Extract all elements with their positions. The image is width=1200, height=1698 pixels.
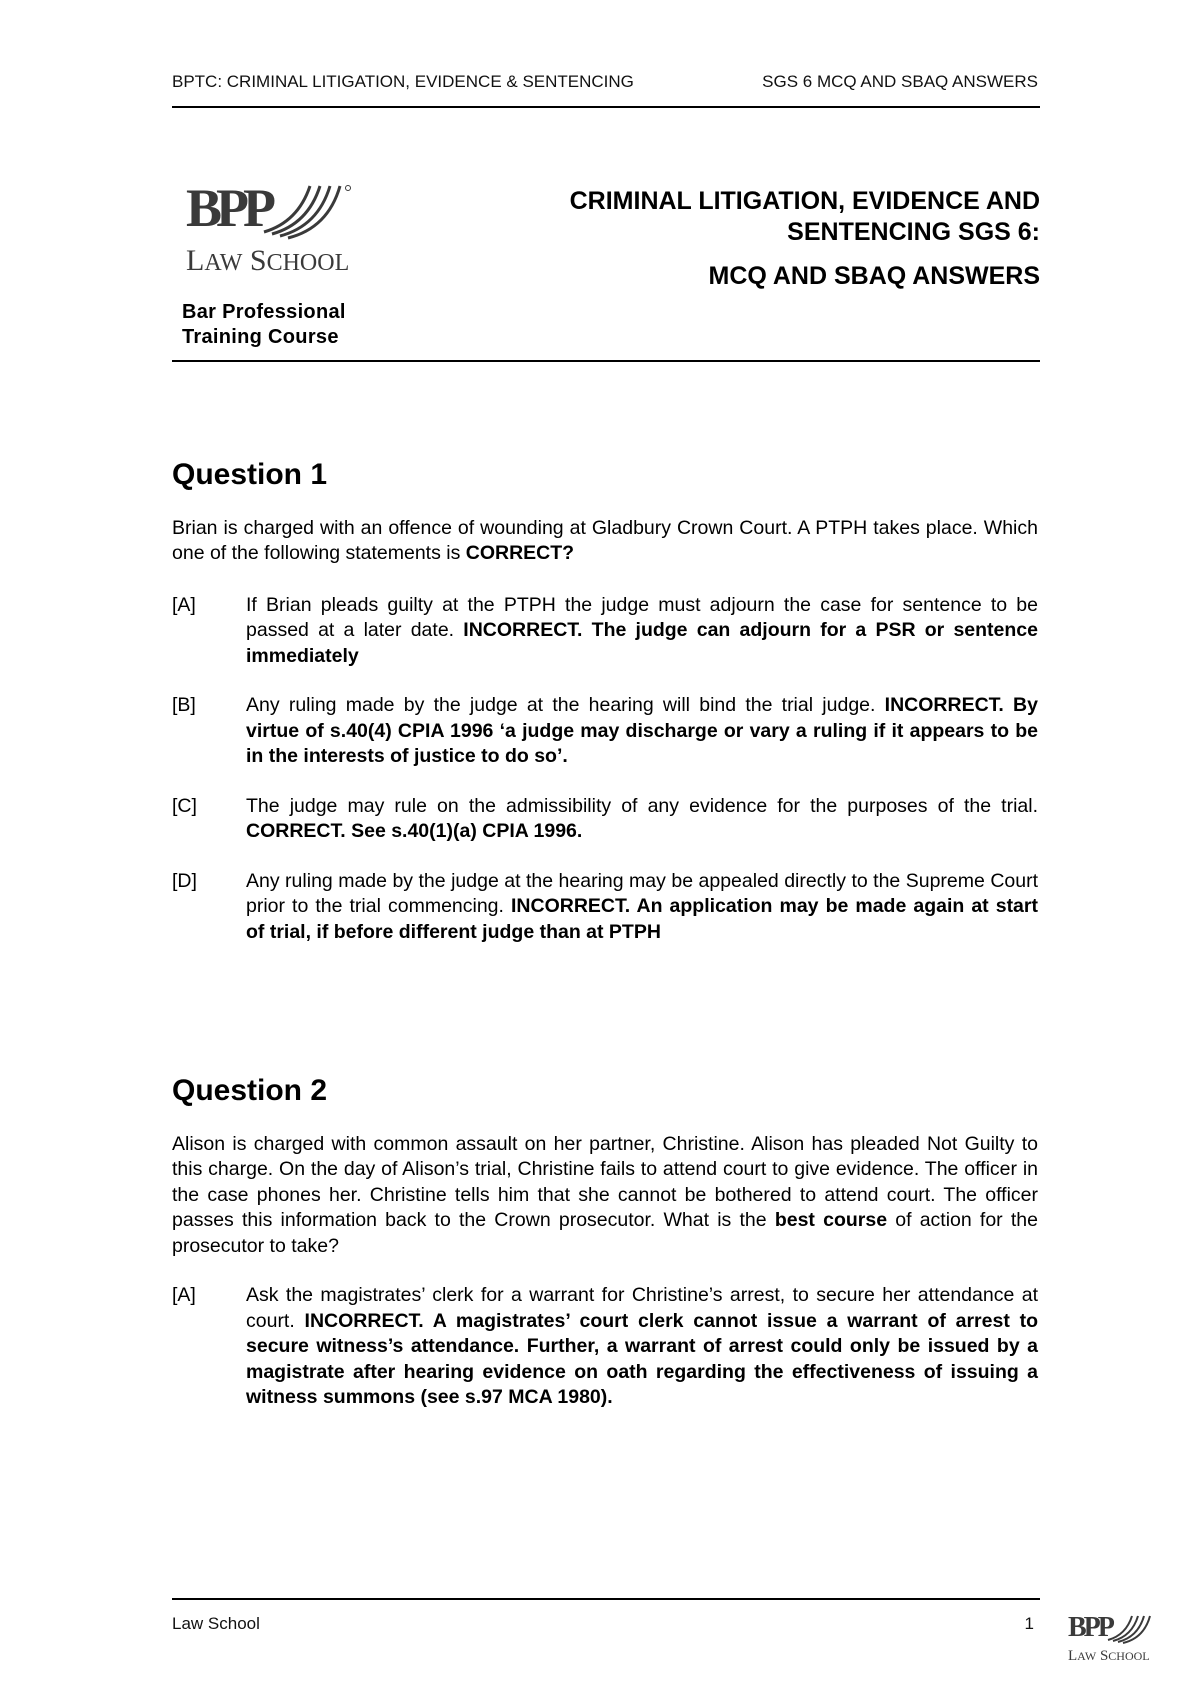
svg-text:LAW SCHOOL: LAW SCHOOL <box>1068 1648 1150 1664</box>
footer-school: Law School <box>172 1614 260 1633</box>
option-a: [A] If Brian pleads guilty at the PTPH the judge must adjourn the case for sentence to be passed at a later date. INCORRECT. The judge can adjourn for a PSR or sentence immediately <box>172 593 1038 667</box>
header-course-title: BPTC: CRIMINAL LITIGATION, EVIDENCE & SENTENCING <box>172 72 634 91</box>
question-1 <box>172 458 1038 945</box>
option-a: [A] Ask the magistrates’ clerk for a warrant for Christine’s arrest, to secure her attendance at court. INCORRECT. A magistrates’ court clerk cannot issue a warrant of arrest to secure witness’s attendance. Further, a warrant of arrest could only be issued by a magistrate after hearing evidence on oath regarding the effectiveness of issuing a witness summons (see s.97 MCA 1980). <box>172 1284 1038 1408</box>
running-header <box>172 70 1040 108</box>
svg-text:LAW SCHOOL: LAW SCHOOL <box>186 244 350 277</box>
question-heading: Question 2 <box>172 1074 328 1107</box>
option-c: [C] The judge may rule on the admissibility of any evidence for the purposes of the trial. CORRECT. See s.40(1)(a) CPIA 1996. <box>172 794 1038 842</box>
bpp-law-school-logo <box>186 174 356 284</box>
bpp-footer-logo <box>1068 1610 1154 1666</box>
course-name: Bar Professional Training Course <box>182 301 346 348</box>
option-d: [D] Any ruling made by the judge at the hearing may be appealed directly to the Supreme Court prior to the trial commencing. INCORRECT. An application may be made again at start of trial, if before different judge than at PTPH <box>172 869 1038 943</box>
question-heading: Question 1 <box>172 458 328 491</box>
title-block <box>172 170 1040 362</box>
page-number: 1 <box>1024 1614 1034 1633</box>
question-stem: Brian is charged with an offence of wounding at Gladbury Crown Court. A PTPH takes place. Which one of the following statements is CORRECT? <box>172 516 1038 564</box>
document-subtitle: MCQ AND SBAQ ANSWERS <box>708 262 1040 290</box>
svg-text:BPP: BPP <box>1068 1612 1112 1643</box>
question-stem: Alison is charged with common assault on her partner, Christine. Alison has pleaded Not Guilty to this charge. On the day of Alison’s trial, Christine fails to attend court to give evidence. The officer in the case phones her. Christine tells him that she cannot be bothered to attend court. The officer passes this information back to the Crown prosecutor. What is the best course of action for the prosecutor to take? <box>172 1132 1038 1257</box>
header-doc-title: SGS 6 MCQ AND SBAQ ANSWERS <box>762 72 1038 91</box>
option-b: [B] Any ruling made by the judge at the hearing will bind the trial judge. INCORRECT. By virtue of s.40(4) CPIA 1996 ‘a judge may discharge or vary a ruling if it appears to be in the interests of justice to do so’. <box>172 694 1038 767</box>
svg-text:BPP: BPP <box>186 178 270 238</box>
question-2 <box>172 1074 1038 1411</box>
document-title: CRIMINAL LITIGATION, EVIDENCE AND SENTENCING SGS 6: <box>569 187 1040 246</box>
page-footer <box>172 1598 1040 1633</box>
